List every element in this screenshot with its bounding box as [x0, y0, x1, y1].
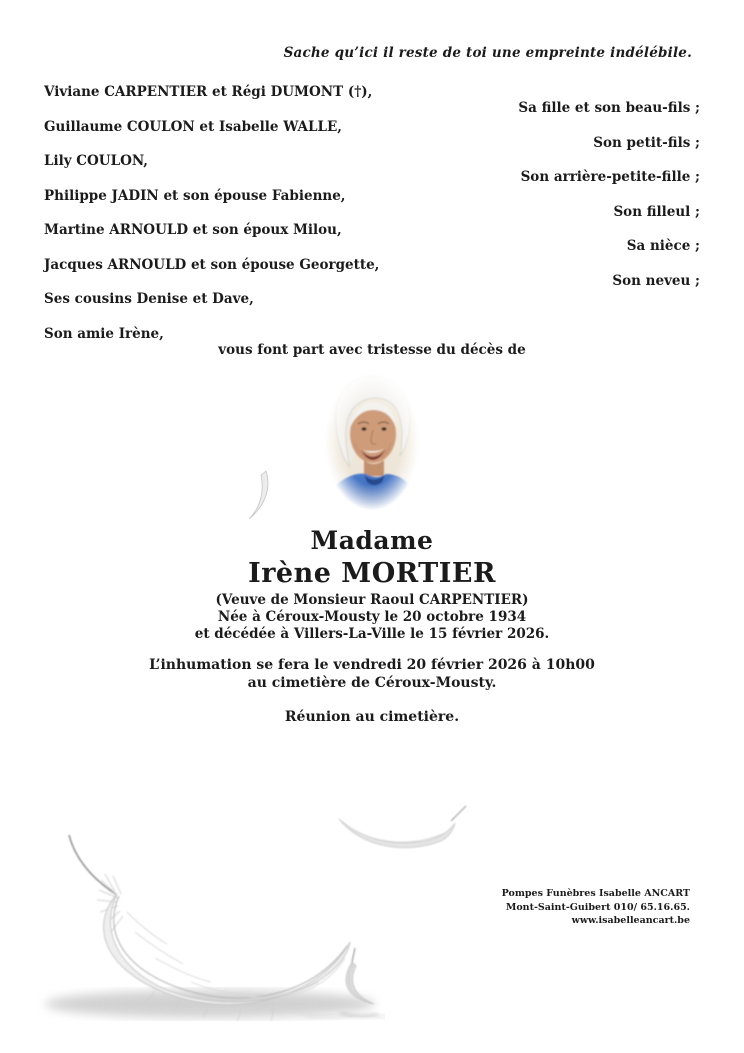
relation-line-right-4: Son filleul ;	[613, 203, 700, 220]
relative-line-left-7: Ses cousins Denise et Dave,	[44, 291, 254, 307]
funeral-home-name: Pompes Funèbres Isabelle ANCART	[501, 888, 690, 899]
relation-line-right-1: Sa fille et son beau-fils ;	[518, 100, 700, 116]
relation-line-right-6: Son neveu ;	[612, 272, 700, 289]
ceremony-line-1: L’inhumation se fera le vendredi 20 février 2026 à 10h00	[149, 657, 595, 673]
announcement-line: vous font part avec tristesse du décès de	[218, 342, 526, 358]
relation-line-right-3: Son arrière-petite-fille ;	[520, 169, 700, 185]
relative-line-left-1: Viviane CARPENTIER et Régi DUMONT (†),	[44, 84, 373, 100]
deceased-death-line: et décédée à Villers-La-Ville le 15 février 2026.	[194, 626, 550, 642]
ceremony-line-2: au cimetière de Céroux-Mousty.	[247, 675, 497, 691]
deceased-title: Madame	[310, 526, 434, 555]
deceased-birth-line: Née à Céroux-Mousty le 20 octobre 1934	[217, 609, 527, 625]
funeral-home-website: www.isabelleancart.be	[571, 915, 690, 926]
ceremony-line-3: Réunion au cimetière.	[284, 709, 460, 725]
deceased-name: Irène MORTIER	[248, 558, 496, 589]
feather-crescent-icon	[236, 468, 276, 523]
portrait-photo	[322, 372, 422, 517]
relative-line-left-8: Son amie Irène,	[44, 325, 164, 342]
relative-line-left-2: Guillaume COULON et Isabelle WALLE,	[44, 118, 342, 135]
relative-line-left-6: Jacques ARNOULD et son épouse Georgette,	[44, 256, 380, 273]
relation-line-right-2: Son petit-fils ;	[593, 134, 700, 151]
funeral-home-block	[502, 887, 690, 928]
funeral-home-contact: Mont-Saint-Guibert 010/ 65.16.65.	[505, 901, 690, 913]
relation-line-right-5: Sa nièce ;	[626, 238, 700, 254]
deceased-widow-line: (Veuve de Monsieur Raoul CARPENTIER)	[215, 592, 529, 608]
relative-line-left-5: Martine ARNOULD et son époux Milou,	[44, 222, 342, 238]
relative-line-left-3: Lily COULON,	[44, 153, 148, 169]
feather-fragment-icon	[312, 946, 392, 1026]
relative-line-left-4: Philippe JADIN et son épouse Fabienne,	[44, 187, 346, 204]
memorial-quote: Sache qu’ici il reste de toi une empreinte indélébile.	[283, 45, 692, 61]
